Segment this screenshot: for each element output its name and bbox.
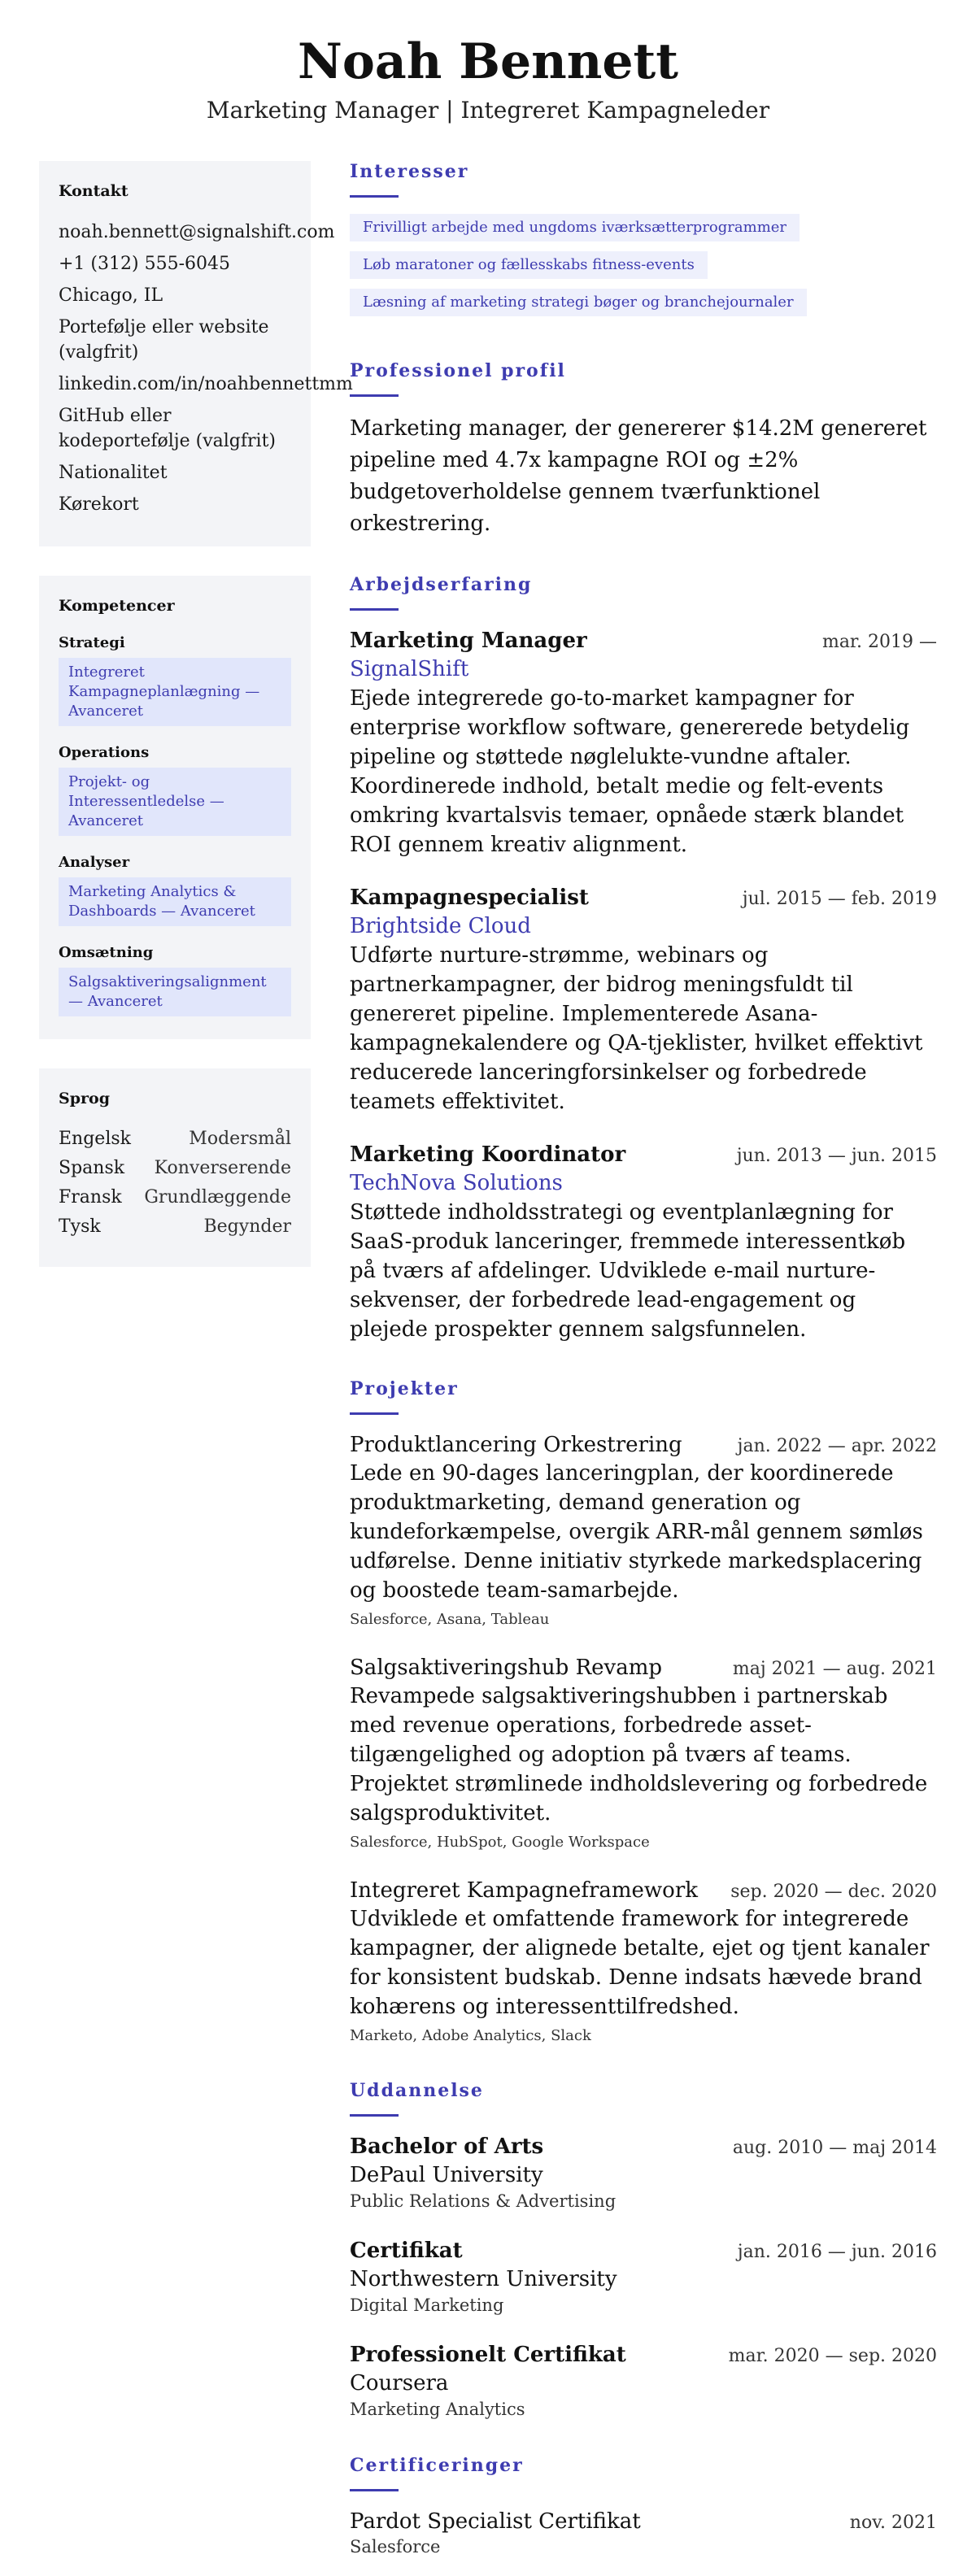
job-description: Ejede integrerede go-to-market kampagner for enterprise workflow software, genererede betydelig pipeline og støttede nøglelukte-vundne aftaler. Koordinerede indhold, betalt medie og felt-events omkring kvartalsvis temaer, opnåede stærk blandet ROI gennem kreativ alignment. (350, 686, 910, 857)
project-date: jan. 2022 — apr. 2022 (737, 1436, 937, 1456)
sidebar (39, 161, 353, 1296)
job-title: Marketing Manager (350, 629, 587, 653)
project-name: Salgsaktiveringshub Revamp (350, 1656, 663, 1680)
contact-license: Kørekort (59, 494, 139, 515)
education-entry (350, 2237, 937, 2317)
candidate-name: Noah Bennett (298, 33, 678, 90)
skill-category: Operations (59, 744, 150, 761)
languages-title: Sprog (59, 1090, 110, 1107)
language-name: Spansk (59, 1158, 125, 1178)
education-date: jan. 2016 — jun. 2016 (737, 2242, 937, 2262)
project-description: Udviklede et omfattende framework for integrerede kampagner, der alignede betalte, ejet og tjent kanaler for konsistent budskab. Denne indsats hævede brand kohærens og interessenttilfredshed. (350, 1907, 930, 2019)
language-row (59, 1127, 291, 1151)
contact-card (39, 161, 353, 546)
language-level: Modersmål (189, 1129, 291, 1149)
degree-title: Certifikat (350, 2239, 463, 2263)
projects-title: Projekter (350, 1378, 459, 1399)
job-date: mar. 2019 — (821, 632, 937, 652)
interest-tag: Løb maratoner og fællesskabs fitness-events (350, 251, 708, 279)
contact-location: Chicago, IL (59, 285, 163, 306)
certifications-section (350, 2453, 937, 2558)
project-tools: Salesforce, Asana, Tableau (350, 1611, 550, 1628)
profile-section (350, 359, 937, 540)
language-row (59, 1156, 291, 1181)
certification-issuer: Salesforce (350, 2537, 441, 2556)
language-level: Konverserende (154, 1158, 291, 1178)
projects-section (350, 1377, 937, 2046)
resume-header (0, 33, 976, 125)
education-field: Marketing Analytics (350, 2400, 525, 2419)
candidate-subtitle: Marketing Manager | Integreret Kampagneleder (206, 97, 770, 124)
interest-tag: Læsning af marketing strategi bøger og branchejournaler (350, 289, 807, 316)
language-level: Grundlæggende (144, 1187, 291, 1208)
language-row (59, 1215, 291, 1239)
language-level: Begynder (203, 1216, 291, 1237)
job-title: Kampagnespecialist (350, 886, 589, 910)
experience-entry (350, 627, 937, 859)
skill-tag: Integreret Kampagneplanlægning — Avanceret (59, 658, 291, 726)
project-entry (350, 1431, 937, 1630)
contact-portfolio[interactable]: Portefølje eller website (valgfrit) (59, 317, 269, 363)
interests-title: Interesser (350, 161, 469, 182)
language-name: Engelsk (59, 1129, 131, 1149)
skills-title: Kompetencer (59, 597, 175, 615)
education-date: aug. 2010 — maj 2014 (732, 2138, 937, 2158)
skill-category: Omsætning (59, 944, 154, 961)
skill-group (59, 944, 291, 1016)
job-company: TechNova Solutions (350, 1171, 563, 1195)
job-description: Udførte nurture-strømme, webinars og partnerkampagner, der bidrog meningsfuldt til genereret pipeline. Implementerede Asana-kampagnekalendere og QA-tjeklister, hvilket effektivt reducerede lanceringforsinkelser og forbedrede teamets effektivitet. (350, 943, 923, 1114)
skill-tag: Salgsaktiveringsalignment — Avanceret (59, 968, 291, 1016)
degree-title: Professionelt Certifikat (350, 2343, 626, 2367)
interest-tag: Frivilligt arbejde med ungdoms iværksætterprogrammer (350, 214, 800, 242)
job-company: SignalShift (350, 657, 469, 681)
certifications-title: Certificeringer (350, 2455, 524, 2476)
language-name: Fransk (59, 1187, 122, 1208)
project-description: Lede en 90-dages lanceringplan, der koordinerede produktmarketing, demand generation og kundeforkæmpelse, overgik ARR-mål gennem sømløs udførelse. Denne initiativ styrkede markedsplacering og boostede team-samarbejde. (350, 1461, 923, 1603)
education-entry (350, 2133, 937, 2213)
profile-text: Marketing manager, der genererer $14.2M genereret pipeline med 4.7x kampagne ROI og ±2% budgetoverholdelse gennem tværfunktionel orkestrering. (350, 416, 927, 536)
skill-group (59, 854, 291, 926)
experience-title: Arbejdserfaring (350, 574, 533, 595)
contact-title: Kontakt (59, 182, 129, 200)
language-name: Tysk (59, 1216, 101, 1237)
contact-github[interactable]: GitHub eller kodeportefølje (valgfrit) (59, 406, 277, 451)
project-entry (350, 1877, 937, 2046)
certification-date: nov. 2021 (849, 2513, 937, 2533)
project-tools: Marketo, Adobe Analytics, Slack (350, 2027, 591, 2044)
skills-card (39, 576, 311, 1039)
job-title: Marketing Koordinator (350, 1142, 626, 1167)
project-name: Produktlancering Orkestrering (350, 1433, 682, 1457)
education-date: mar. 2020 — sep. 2020 (728, 2346, 937, 2366)
education-section (350, 2078, 937, 2421)
experience-section (350, 572, 937, 1344)
language-row (59, 1186, 291, 1210)
education-field: Digital Marketing (350, 2295, 504, 2315)
project-name: Integreret Kampagneframework (350, 1878, 699, 1903)
project-entry (350, 1654, 937, 1852)
profile-title: Professionel profil (350, 360, 566, 381)
main-content (350, 159, 937, 2576)
experience-entry (350, 884, 937, 1116)
education-field: Public Relations & Advertising (350, 2191, 617, 2211)
section-divider (350, 195, 399, 198)
job-date: jun. 2013 — jun. 2015 (736, 1146, 937, 1166)
project-date: maj 2021 — aug. 2021 (732, 1659, 937, 1679)
section-divider (350, 2114, 399, 2117)
job-date: jul. 2015 — feb. 2019 (742, 889, 937, 909)
skill-tag: Marketing Analytics & Dashboards — Avanceret (59, 877, 291, 926)
skill-tag: Projekt- og Interessentledelse — Avanceret (59, 768, 291, 836)
section-divider (350, 1412, 399, 1415)
experience-entry (350, 1141, 937, 1344)
certification-name: Pardot Specialist Certifikat (350, 2509, 641, 2534)
skill-category: Strategi (59, 634, 125, 651)
school-name: Northwestern University (350, 2267, 617, 2291)
skill-category: Analyser (59, 854, 130, 871)
contact-linkedin[interactable]: linkedin.com/in/noahbennettmm (59, 374, 353, 394)
section-divider (350, 608, 399, 611)
education-title: Uddannelse (350, 2080, 484, 2101)
school-name: Coursera (350, 2371, 449, 2395)
job-description: Støttede indholdsstrategi og eventplanlægning for SaaS-produk lanceringer, fremmede interessentkøb på tværs af afdelinger. Udviklede e-mail nurture-sekvenser, der forbedrede lead-engagement og plejede prospekter gennem salgsfunnelen. (350, 1200, 906, 1342)
section-divider (350, 2489, 399, 2491)
education-entry (350, 2341, 937, 2421)
contact-phone[interactable]: +1 (312) 555-6045 (59, 254, 230, 274)
contact-nationality: Nationalitet (59, 463, 168, 483)
interests-section (350, 159, 937, 326)
project-description: Revampede salgsaktiveringshubben i partnerskab med revenue operations, forbedrede asset-tilgængelighed og adoption på tværs af teams. Projektet strømlinede indholdslevering og forbedrede salgsproduktivitet. (350, 1684, 928, 1825)
languages-card (39, 1068, 311, 1267)
project-date: sep. 2020 — dec. 2020 (730, 1882, 937, 1902)
school-name: DePaul University (350, 2163, 543, 2187)
degree-title: Bachelor of Arts (350, 2134, 544, 2159)
contact-email[interactable]: noah.bennett@signalshift.com (59, 222, 335, 242)
project-tools: Salesforce, HubSpot, Google Workspace (350, 1834, 650, 1851)
skill-group (59, 634, 291, 726)
skill-group (59, 744, 291, 836)
job-company: Brightside Cloud (350, 914, 531, 938)
section-divider (350, 394, 399, 397)
certification-entry (350, 2508, 937, 2558)
